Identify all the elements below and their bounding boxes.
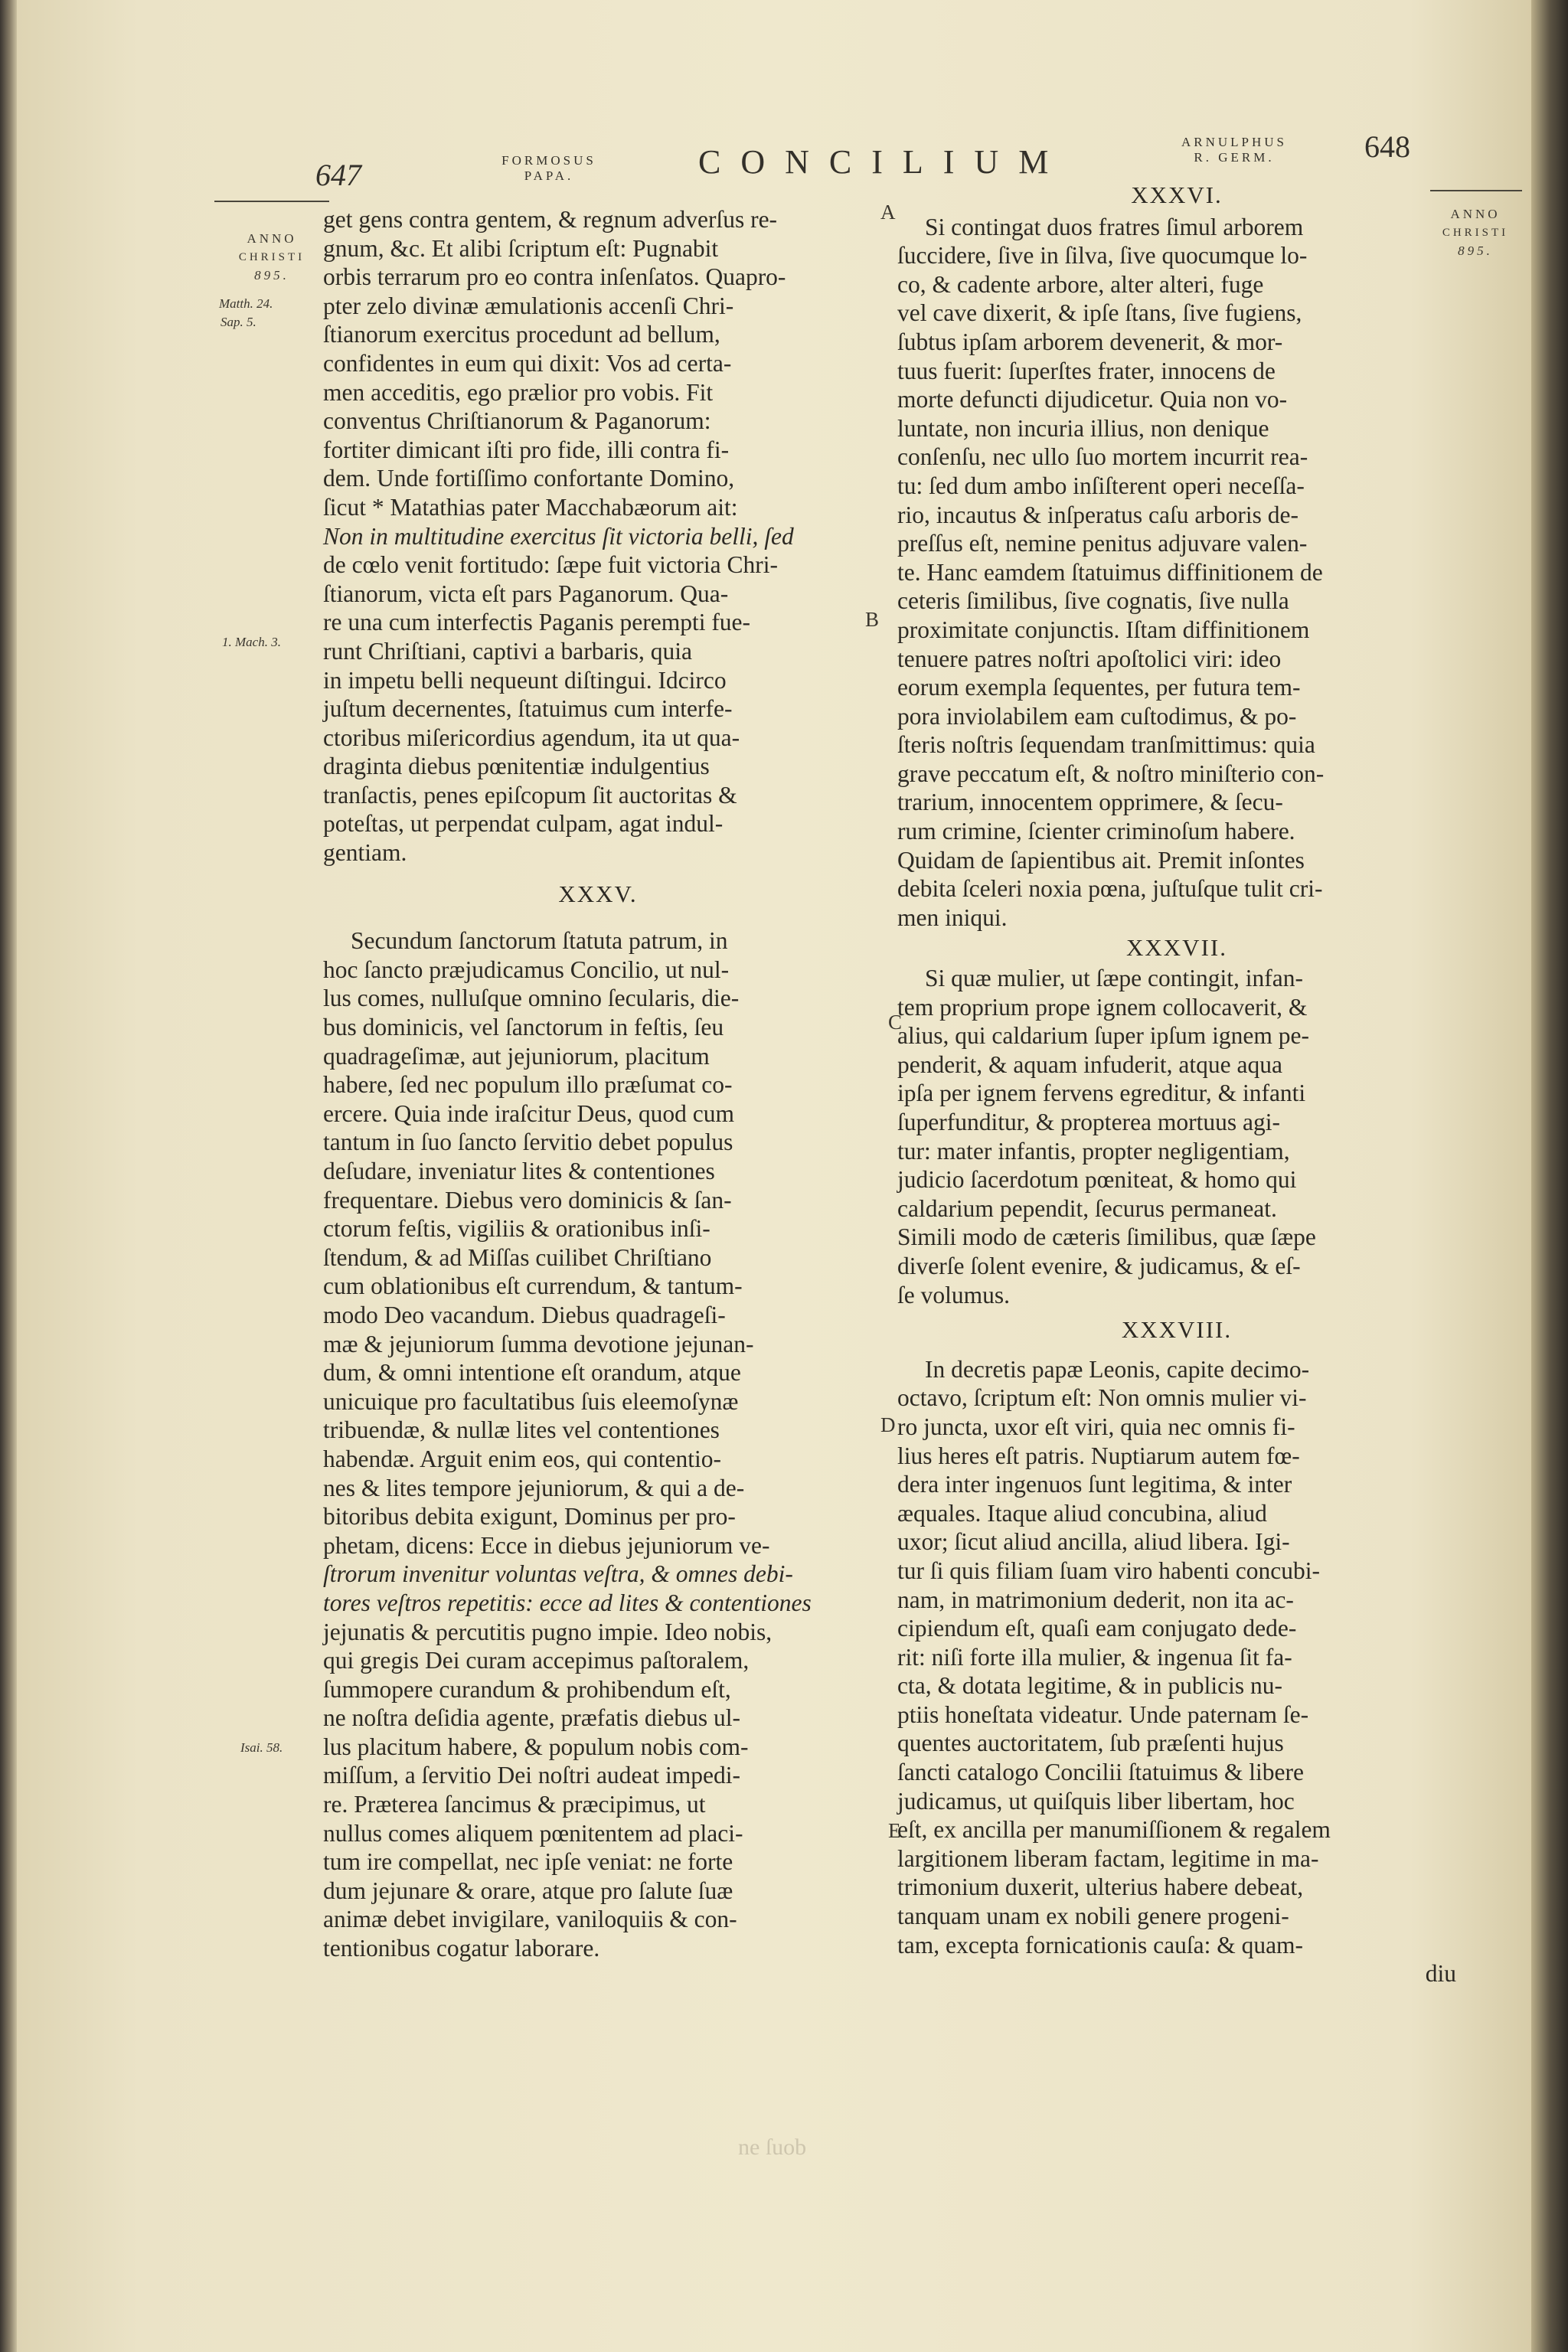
text-line: In decretis papæ Leonis, capite decimo- <box>925 1355 1310 1383</box>
text-line: nullus comes aliquem pœnitentem ad placi- <box>323 1819 743 1847</box>
text-line: ceteris ſimilibus, ſive cognatis, ſive nulla <box>897 587 1289 615</box>
christi-word: CHRISTI <box>1442 227 1509 239</box>
text-line: confidentes in eum qui dixit: Vos ad certa- <box>323 349 732 377</box>
anno-christi-left <box>214 230 329 285</box>
text-line: deſudare, inveniatur lites & contentiones <box>323 1158 715 1184</box>
section-letter: B <box>865 608 880 631</box>
text-line: alius, qui caldarium ſuper ipſum ignem pe- <box>897 1022 1309 1050</box>
text-line: diverſe ſolent evenire, & judicamus, & eſ- <box>897 1252 1301 1279</box>
text-line: frequentare. Diebus vero dominicis & ſan- <box>323 1186 732 1214</box>
section-letter: E <box>888 1819 901 1842</box>
text-line: lius heres eſt patris. Nuptiarum autem fœ- <box>897 1442 1300 1469</box>
text-line: ſe volumus. <box>897 1281 1010 1308</box>
text-line: poteſtas, ut perpendat culpam, agat indul- <box>323 810 724 838</box>
text-line: tam, excepta fornicationis cauſa: & quam- <box>897 1931 1304 1958</box>
text-line: ſubtus ipſam arborem devenerit, & mor- <box>897 328 1283 355</box>
running-head-line: ARNULPHUS <box>1181 135 1288 149</box>
text-line: Quidam de ſapientibus ait. Premit inſontes <box>897 846 1305 874</box>
text-line: ſancti catalogo Concilii ſtatuimus & libere <box>897 1759 1304 1786</box>
text-line: ſtianorum, victa eſt pars Paganorum. Qua- <box>323 580 729 607</box>
text-line: ſteris noſtris ſequendam tranſmittimus: quia <box>897 731 1315 759</box>
text-line: habere, ſed nec populum illo præſumat co- <box>323 1071 733 1099</box>
text-line: tuus fuerit: ſuperſtes frater, innocens de <box>897 357 1276 384</box>
text-line: proximitate conjunctis. Iſtam diffinitionem <box>897 616 1310 643</box>
text-line: preſſus eſt, nemine penitus adjuvare valen- <box>897 530 1308 557</box>
text-line: rum crimine, ſcienter criminoſum habere. <box>897 818 1295 845</box>
text-line: debita ſceleri noxia pœna, juſtuſque tulit cri- <box>897 875 1323 903</box>
text-line: dum jejunare & orare, atque pro ſalute ſuæ <box>323 1877 733 1904</box>
text-line: nam, in matrimonium dederit, non ita ac- <box>897 1586 1294 1613</box>
text-line: cta, & dotata legitime, & in publicis nu- <box>897 1672 1283 1700</box>
section-xxxvi-text <box>897 213 1456 933</box>
text-line: largitionem liberam factam, legitime in ma- <box>897 1844 1319 1872</box>
right-column <box>897 181 1456 1988</box>
text-line: bitoribus debita exigunt, Dominus per pro- <box>323 1503 736 1530</box>
text-line: ctoribus miſericordius agendum, ita ut qua- <box>323 724 740 751</box>
text-line: ne noſtra deſidia agente, præfatis diebus ul- <box>323 1704 740 1732</box>
text-line: jejunatis & percutitis pugno impie. Ideo nobis, <box>323 1618 773 1645</box>
right-running-head <box>1165 135 1303 165</box>
text-line: qui gregis Dei curam accepimus paſtoralem, <box>323 1647 750 1674</box>
text-line: re una cum interfectis Paganis perempti fue- <box>323 609 751 636</box>
text-line: conventus Chriſtianorum & Paganorum: <box>323 407 711 435</box>
text-line: tranſactis, penes epiſcopum ſit auctoritas & <box>323 781 737 808</box>
text-line: ſtrorum invenitur voluntas veſtra, & omnes debi- <box>323 1560 793 1588</box>
text-line: draginta diebus pœnitentiæ indulgentius <box>323 753 710 780</box>
text-line: quentes auctoritatem, ſub præſenti hujus <box>897 1730 1284 1757</box>
text-line: in impetu belli nequeunt diſtingui. Idcirco <box>323 666 727 694</box>
text-line: trimonium duxerit, ulterius habere debeat, <box>897 1873 1304 1901</box>
book-right-edge <box>1531 0 1568 2352</box>
text-line: ptiis honeſtata videatur. Unde paternam ſe- <box>897 1700 1309 1728</box>
text-line: orbis terrarum pro eo contra inſenſatos. Quapro- <box>323 263 786 291</box>
left-column <box>323 205 873 1963</box>
text-line: dum, & omni intentione eſt orandum, atque <box>323 1359 741 1387</box>
text-line: ipſa per ignem fervens egreditur, & infanti <box>897 1080 1306 1107</box>
text-line: æquales. Itaque aliud concubina, aliud <box>897 1499 1267 1527</box>
christi-word: CHRISTI <box>238 251 305 263</box>
text-line: morte defuncti dijudicetur. Quia non vo- <box>897 386 1288 413</box>
page-title: CONCILIUM <box>698 143 1069 181</box>
left-margin-rule <box>214 201 329 202</box>
text-line: co, & cadente arbore, alter alteri, fuge <box>897 270 1264 298</box>
text-line: phetam, dicens: Ecce in diebus jejuniorum ve- <box>323 1531 770 1559</box>
text-line: animæ debet invigilare, vaniloquiis & con- <box>323 1906 737 1933</box>
year-895: 895. <box>254 268 289 283</box>
section-letter: C <box>888 1011 903 1034</box>
text-line: habendæ. Arguit enim eos, qui contentio- <box>323 1445 721 1472</box>
text-line: judicio ſacerdotum pœniteat, & homo qui <box>897 1166 1297 1194</box>
section-heading-xxxvi: XXXVI. <box>1131 181 1223 208</box>
text-line: Simili modo de cæteris ſimilibus, quæ ſæpe <box>897 1223 1316 1251</box>
text-line: ſtianorum exercitus procedunt ad bellum, <box>323 321 720 348</box>
section-xxxviii-text <box>897 1355 1456 1959</box>
margin-ref: Isai. 58. <box>240 1740 283 1755</box>
text-line: bus dominicis, vel ſanctorum in feſtis, ſeu <box>323 1014 724 1041</box>
text-line: tenuere patres noſtri apoſtolici viri: ideo <box>897 645 1282 672</box>
text-line: runt Chriſtiani, captivi a barbaris, quia <box>323 637 692 665</box>
text-line: tribuendæ, & nullæ lites vel contentiones <box>323 1416 720 1444</box>
text-line: tur ſi quis filiam ſuam viro habenti concubi- <box>897 1557 1321 1584</box>
text-line: gentiam. <box>323 839 407 867</box>
running-head-line: PAPA. <box>524 168 574 183</box>
text-line: judicamus, ut quiſquis liber libertam, hoc <box>897 1787 1295 1815</box>
text-line: men acceditis, ego prælior pro vobis. Fit <box>323 378 714 406</box>
text-line: hoc ſancto præjudicamus Concilio, ut nul- <box>323 956 730 983</box>
text-line: dem. Unde fortiſſimo confortante Domino, <box>323 465 735 492</box>
text-line: re. Præterea ſancimus & præcipimus, ut <box>323 1791 706 1818</box>
text-line: tem proprium prope ignem collocaverit, & <box>897 993 1308 1021</box>
text-line: ſicut * Matathias pater Macchabæorum ait: <box>323 493 738 521</box>
text-line: juſtum decernentes, ſtatuimus cum interfe- <box>323 695 733 723</box>
show-through-text: ne ſuob <box>738 2135 807 2160</box>
text-line: unicuique pro facultatibus ſuis eleemoſynæ <box>323 1387 739 1415</box>
text-line: tu: ſed dum ambo inſiſterent operi neceſſa- <box>897 472 1305 499</box>
text-line: cum oblationibus eſt currendum, & tantum- <box>323 1272 743 1300</box>
text-line: gnum, &c. Et alibi ſcriptum eſt: Pugnabit <box>323 234 719 262</box>
text-line: luntate, non incuria illius, non denique <box>897 414 1269 442</box>
text-line: te. Hanc eamdem ſtatuimus diffinitionem de <box>897 558 1323 586</box>
text-line: uxor; ſicut aliud ancilla, aliud libera. Igi- <box>897 1528 1290 1556</box>
section-xxxvii-text <box>897 964 1456 1309</box>
section-letter: A <box>880 201 896 224</box>
book-page <box>17 0 1531 2352</box>
text-line: Secundum ſanctorum ſtatuta patrum, in <box>351 927 728 955</box>
text-line: Non in multitudine exercitus ſit victoria belli, ſed <box>323 522 794 550</box>
text-line: Si quæ mulier, ut ſæpe contingit, infan- <box>925 965 1303 992</box>
text-line: de cœlo venit fortitudo: ſæpe fuit victoria Chri- <box>323 551 778 579</box>
text-line: lus placitum habere, & populum nobis com- <box>323 1733 749 1760</box>
text-line: lus comes, nulluſque omnino ſecularis, die- <box>323 985 740 1012</box>
margin-ref: Matth. 24. <box>219 296 273 311</box>
text-line: ſtendum, & ad Miſſas cuilibet Chriſtiano <box>323 1243 712 1271</box>
text-line: mæ & jejuniorum ſumma devotione jejunan- <box>323 1330 754 1357</box>
year-895: 895. <box>1458 243 1493 258</box>
text-line: men iniqui. <box>897 903 1008 931</box>
section-heading-xxxvii: XXXVII. <box>1126 934 1227 962</box>
text-line: ſuccidere, ſive in ſilva, ſive quocumque lo- <box>897 242 1308 270</box>
anno-word: ANNO <box>1450 207 1501 221</box>
text-line: tantum in ſuo ſancto ſervitio debet populus <box>323 1129 733 1156</box>
section-heading-xxxviii: XXXVIII. <box>1121 1316 1233 1344</box>
text-line: get gens contra gentem, & regnum adverſus re- <box>323 206 778 233</box>
text-line: octavo, ſcriptum eſt: Non omnis mulier vi- <box>897 1384 1307 1412</box>
text-line: modo Deo vacandum. Diebus quadrageſi- <box>323 1301 726 1328</box>
text-line: vel cave dixerit, & ipſe ſtans, ſive fugiens, <box>897 299 1302 327</box>
text-line: eſt, ex ancilla per manumiſſionem & regalem <box>897 1816 1331 1844</box>
running-head-line: FORMOSUS <box>501 153 596 168</box>
left-page-number: 647 <box>315 158 361 192</box>
section-letter: D <box>880 1413 896 1436</box>
text-line: tentionibus cogatur laborare. <box>323 1935 600 1962</box>
book-left-edge <box>0 0 17 2352</box>
text-line: miſſum, a ſervitio Dei noſtri audeat impedi- <box>323 1762 740 1789</box>
text-line: ercere. Quia inde iraſcitur Deus, quod cum <box>323 1099 735 1127</box>
text-line: quadrageſimæ, aut jejuniorum, placitum <box>323 1042 710 1070</box>
text-line: tum ire compellat, nec ipſe veniat: ne forte <box>323 1848 733 1876</box>
text-line: penderit, & aquam infuderit, atque aqua <box>897 1050 1282 1078</box>
text-line: grave peccatum eſt, & noſtro miniſterio con- <box>897 760 1325 787</box>
text-line: nes & lites tempore jejuniorum, & qui a de- <box>323 1474 745 1501</box>
text-line: trarium, innocentem opprimere, & ſecu- <box>897 789 1283 816</box>
text-line: cipiendum eſt, quaſi eam conjugato dede- <box>897 1615 1297 1642</box>
text-line: pora inviolabilem eam cuſtodimus, & po- <box>897 702 1297 730</box>
text-line: pter zelo divinæ æmulationis accenſi Chri- <box>323 292 734 319</box>
anno-word: ANNO <box>247 231 297 246</box>
text-line: tur: mater infantis, propter negligentiam, <box>897 1137 1290 1165</box>
text-line: Si contingat duos fratres ſimul arborem <box>925 213 1304 240</box>
left-intro-text <box>323 205 873 867</box>
text-line: tanquam unam ex nobili genere progeni- <box>897 1903 1289 1930</box>
catchword: diu <box>1425 1960 1456 1988</box>
margin-ref: Sap. 5. <box>220 315 256 329</box>
text-line: caldarium pependit, ſecurus permaneat. <box>897 1194 1277 1222</box>
text-line: tores veſtros repetitis: ecce ad lites & contentiones <box>323 1589 812 1616</box>
text-line: ctorum feſtis, vigiliis & orationibus inſi- <box>323 1215 710 1243</box>
right-page-number: 648 <box>1364 129 1410 164</box>
text-line: rio, incautus & inſperatus caſu arboris de- <box>897 501 1298 528</box>
text-line: eorum exempla ſequentes, per futura tem- <box>897 674 1301 701</box>
margin-ref: 1. Mach. 3. <box>222 635 281 649</box>
section-xxxv-text <box>323 926 873 1962</box>
left-running-head <box>492 153 606 184</box>
section-heading-xxxv: XXXV. <box>558 880 638 907</box>
text-line: ſuperfunditur, & propterea mortuus agi- <box>897 1109 1280 1135</box>
text-line: fortiter dimicant iſti pro fide, illi contra fi- <box>323 436 730 463</box>
text-line: dera inter ingenuos ſunt legitima, & inter <box>897 1471 1292 1498</box>
text-line: rit: niſi forte illa mulier, & ingenua ſit fa- <box>897 1643 1292 1671</box>
running-head-line: R. GERM. <box>1194 150 1275 165</box>
text-line: ſummopere curandum & prohibendum eſt, <box>323 1675 731 1703</box>
text-line: ro juncta, uxor eſt viri, quia nec omnis fi- <box>897 1413 1295 1440</box>
text-line: conſenſu, nec ullo ſuo mortem incurrit rea- <box>897 443 1308 471</box>
